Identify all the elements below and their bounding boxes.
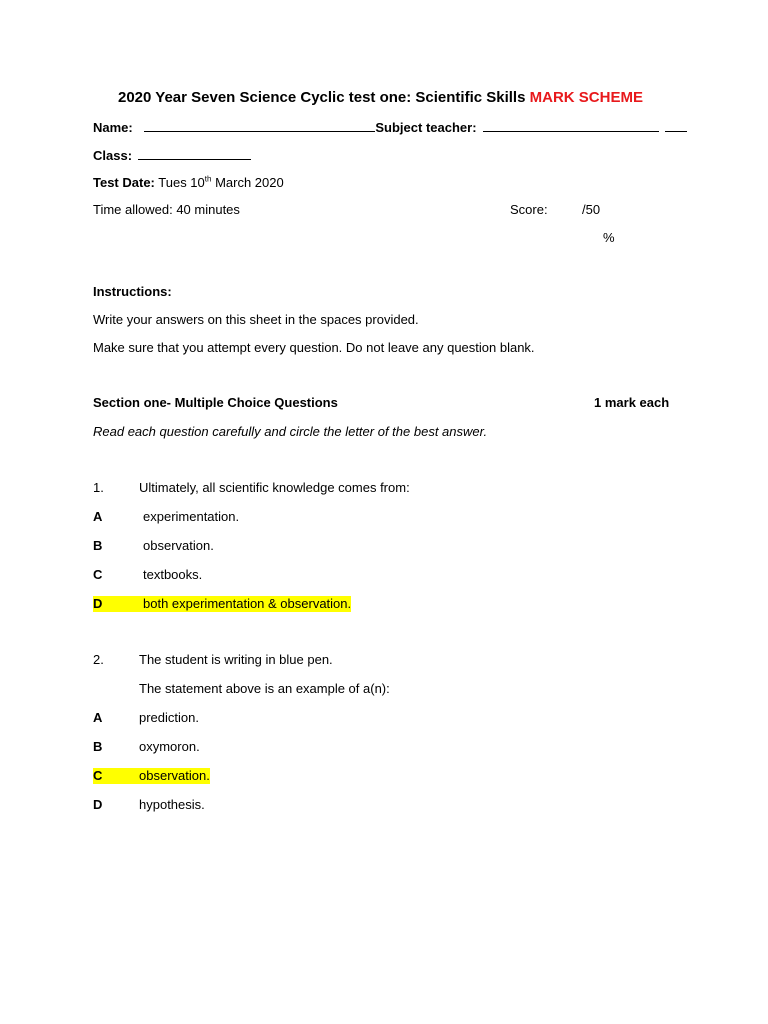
q2-option-c-correct-answer[interactable] (93, 768, 210, 784)
question-2-number: 2. (93, 652, 104, 667)
subject-teacher-field-extra[interactable] (665, 120, 687, 132)
option-text: textbooks. (143, 567, 203, 582)
option-text: observation. (143, 538, 214, 553)
option-text: experimentation. (143, 509, 240, 524)
score-total: /50 (582, 202, 601, 217)
class-field[interactable] (138, 148, 251, 160)
option-letter: D (93, 596, 103, 611)
question-1-number: 1. (93, 480, 104, 495)
instructions-heading: Instructions: (93, 284, 172, 299)
option-letter: A (93, 710, 103, 725)
q1-option-b[interactable] (93, 538, 214, 554)
percent-sign: % (603, 230, 615, 245)
mark-scheme-label: MARK SCHEME (529, 89, 643, 106)
option-letter: A (93, 509, 103, 524)
option-letter: C (93, 768, 103, 783)
time-allowed: Time allowed: 40 minutes (93, 202, 240, 217)
q1-option-d-correct-answer[interactable] (93, 596, 351, 612)
q1-option-a[interactable] (93, 509, 239, 525)
q2-option-a[interactable] (93, 710, 199, 726)
option-text: observation. (139, 768, 210, 783)
subject-teacher-field[interactable] (483, 120, 659, 132)
section-one-heading: Section one- Multiple Choice Questions (93, 395, 338, 410)
instructions-line-2: Make sure that you attempt every question. Do not leave any question blank. (93, 340, 535, 355)
q2-option-d[interactable] (93, 797, 205, 813)
title-main: 2020 Year Seven Science Cyclic test one: Scientific Skills (118, 89, 530, 106)
instructions-line-1: Write your answers on this sheet in the spaces provided. (93, 312, 419, 327)
option-letter: B (93, 739, 103, 754)
name-label: Name: (93, 120, 133, 135)
option-text: hypothesis. (139, 797, 205, 812)
page-title (118, 90, 643, 106)
option-text: oxymoron. (139, 739, 200, 754)
subject-teacher-label: Subject teacher: (375, 120, 477, 135)
name-row (93, 120, 687, 136)
question-2-stem: The student is writing in blue pen. (139, 652, 333, 667)
test-date-label: Test Date: (93, 175, 155, 190)
test-date-value: Tues 10th March 2020 (158, 174, 284, 190)
section-one-marks: 1 mark each (594, 395, 670, 410)
class-row (93, 148, 251, 164)
score-label: Score: (510, 202, 548, 217)
option-letter: B (93, 538, 103, 553)
option-letter: C (93, 567, 103, 582)
q2-option-b[interactable] (93, 739, 200, 755)
option-text: both experimentation & observation. (143, 596, 352, 611)
class-label: Class: (93, 148, 133, 163)
test-date-row (93, 175, 284, 191)
option-letter: D (93, 797, 103, 812)
option-text: prediction. (139, 710, 199, 725)
name-field[interactable] (144, 120, 375, 132)
section-one-directions: Read each question carefully and circle the letter of the best answer. (93, 424, 488, 439)
q1-option-c[interactable] (93, 567, 202, 583)
question-1-stem: Ultimately, all scientific knowledge comes from: (139, 480, 410, 495)
question-2-stem-2: The statement above is an example of a(n): (139, 681, 390, 696)
